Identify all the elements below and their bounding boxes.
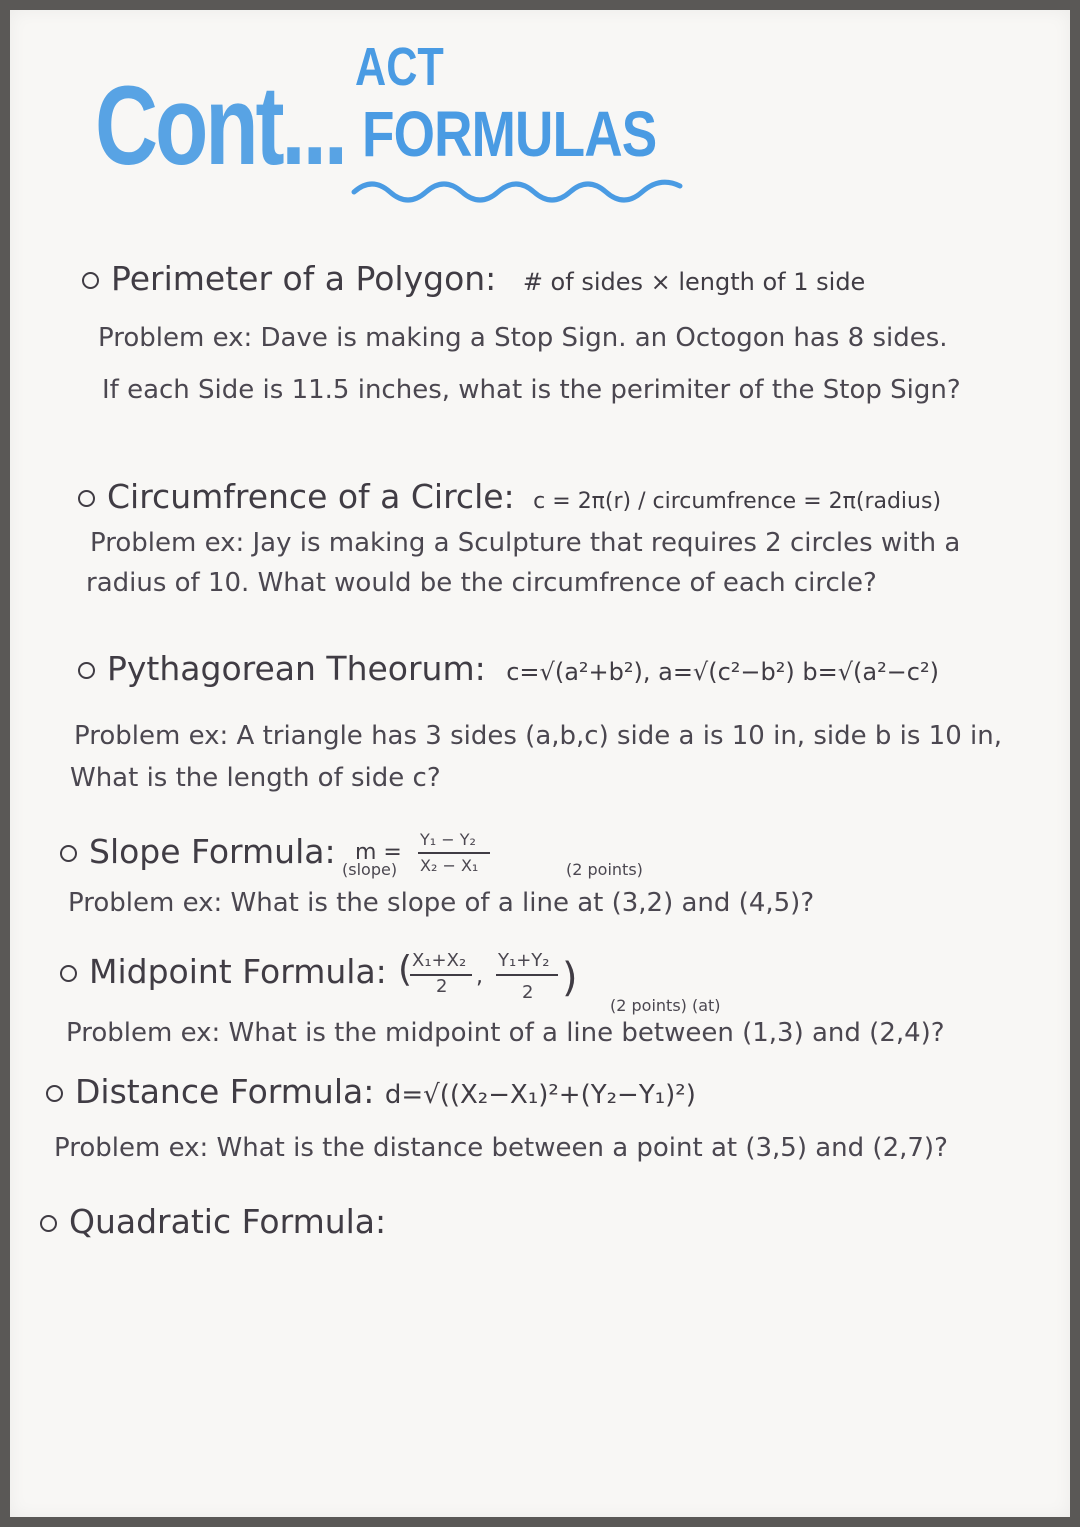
midpoint-heading: Midpoint Formula: [60, 955, 387, 988]
title-cont: Cont... [95, 63, 345, 188]
midpoint-open-paren: ( [398, 949, 413, 990]
title-formulas: FORMULAS [362, 98, 657, 170]
notebook-page [10, 10, 1070, 1517]
midpoint-close-paren: ) [562, 955, 578, 1001]
circumference-problem-line-2: radius of 10. What would be the circumfrence of each circle? [86, 568, 877, 598]
pythagorean-problem-line-2: What is the length of side c? [70, 763, 441, 793]
quadratic-heading: Quadratic Formula: [40, 1205, 386, 1238]
bullet-icon [60, 965, 77, 982]
slope-problem: Problem ex: What is the slope of a line at (3,2) and (4,5)? [68, 888, 815, 918]
circumference-problem-line-1: Problem ex: Jay is making a Sculpture that requires 2 circles with a [90, 528, 961, 558]
pythagorean-heading: Pythagorean Theorum: c=√(a²+b²), a=√(c²−b²) b=√(a²−c²) [78, 652, 939, 685]
pythagorean-formula: c=√(a²+b²), a=√(c²−b²) b=√(a²−c²) [506, 658, 939, 686]
bullet-icon [78, 662, 95, 679]
slope-formula-lhs: m = [355, 840, 402, 865]
bullet-icon [46, 1085, 63, 1102]
bullet-icon [78, 490, 95, 507]
perimeter-problem-line-2: If each Side is 11.5 inches, what is the perimiter of the Stop Sign? [102, 375, 961, 405]
squiggle-underline-icon [350, 172, 690, 206]
circumference-heading: Circumfrence of a Circle: c = 2π(r) / circumfrence = 2π(radius) [78, 480, 941, 513]
midpoint-comma: , [476, 964, 483, 989]
midpoint-x-denominator: 2 [436, 976, 448, 997]
title-act: ACT [355, 37, 444, 97]
bullet-icon [40, 1215, 57, 1232]
midpoint-x-numerator: X₁+X₂ [412, 950, 467, 971]
perimeter-heading: Perimeter of a Polygon: # of sides × length of 1 side [82, 262, 865, 295]
circumference-formula: c = 2π(r) / circumfrence = 2π(radius) [533, 489, 942, 514]
midpoint-y-numerator: Y₁+Y₂ [498, 950, 550, 971]
midpoint-y-fraction-bar [496, 974, 558, 976]
distance-heading: Distance Formula: d=√((X₂−X₁)²+(Y₂−Y₁)²) [46, 1075, 696, 1108]
bullet-icon [60, 845, 77, 862]
slope-heading: Slope Formula: [60, 835, 336, 868]
perimeter-formula: # of sides × length of 1 side [522, 268, 866, 296]
slope-formula-numerator: Y₁ − Y₂ [420, 830, 476, 849]
midpoint-problem: Problem ex: What is the midpoint of a line between (1,3) and (2,4)? [66, 1018, 945, 1048]
perimeter-problem-line-1: Problem ex: Dave is making a Stop Sign. an Octogon has 8 sides. [98, 323, 948, 353]
distance-problem: Problem ex: What is the distance between a point at (3,5) and (2,7)? [54, 1133, 948, 1163]
slope-note: (slope) [342, 860, 398, 879]
slope-points-note: (2 points) [566, 860, 643, 879]
midpoint-note: (2 points) (at) [610, 996, 721, 1015]
distance-formula: d=√((X₂−X₁)²+(Y₂−Y₁)²) [384, 1080, 696, 1110]
slope-fraction-bar [418, 852, 490, 854]
bullet-icon [82, 272, 99, 289]
pythagorean-problem-line-1: Problem ex: A triangle has 3 sides (a,b,c) side a is 10 in, side b is 10 in, [74, 721, 1002, 751]
slope-formula-denominator: X₂ − X₁ [420, 856, 479, 875]
midpoint-y-denominator: 2 [522, 982, 534, 1003]
